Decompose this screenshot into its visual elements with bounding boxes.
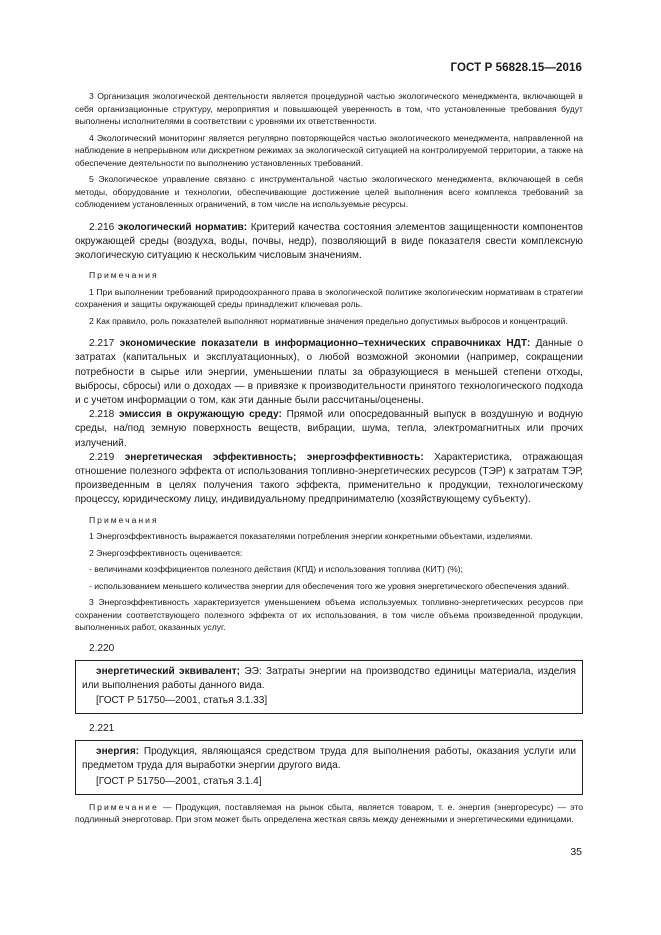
note-list-item: - использованием меньшего количества энергии для обеспечения того же уровня энергетического обеспечения зданий. [89,580,570,591]
term-entry-2-218 [75,408,583,451]
note-paragraph: 2 Энергоэффективность оценивается: [89,547,243,558]
note-paragraph: 5 Экологическое управление связано с инструментальной частью экологического менеджмента, включающей в себя методы, оборудование и технологии, обеспечивающие достижение целей выполнения всего комплекса требований за соблюдением установленных ограничений, в том числе на используемые ресурсы. [75,174,583,209]
note-paragraph: 1 Энергоэффективность выражается показателями потребления энергии конкретными объектами, изделиями. [89,531,533,542]
term-number-2-221: 2.221 [89,723,115,735]
term-definition: ЭЭ: Затраты энергии на производство единицы материала, изделия или выполнения работы данного вида. [82,665,576,691]
term-definition: Критерий качества состояния элементов защищенности компонентов окружающей среды (воздуха, воды, почвы, недр), позволяющий в виде показателя свести комплексную экологическую ситуацию к нескольким числовым значениям. [75,221,583,261]
term-definition: Данные о затратах (капитальных и эксплуатационных), о любой возможной экономии (например, сокращении потребности в сырье или энергии, уменьшении платы за образующиеся в меньшей степени отходы, выбросы, сбросы) или о доходах — в привязке к производительности принятого технологического подхода и с учетом информации о том, как эти данные были рассчитаны/оценены. [75,338,584,406]
note-paragraph: 2 Как правило, роль показателей выполняют нормативные значения предельно допустимых выбросов и концентраций. [89,315,568,326]
note-paragraph: 3 Организация экологической деятельности является процедурной частью экологического менеджмента, включающей в себя организационные структуру, мероприятия и повышающей уверенность в том, что установленные требования будут выполнены исполнителями в соответствии с уровнями их ответственности. [75,91,583,126]
inline-note [75,801,583,826]
note-label: Примечание [89,801,159,812]
note-paragraph: 3 Энергоэффективность характеризуется уменьшением объема используемых топливно-энергетических ресурсов при сохранении соответствующего полезного эффекта от их использования, в том числе объема произведенной продукции, выполненных работ, оказанных услуг. [75,597,583,633]
page-number: 35 [570,846,582,858]
quoted-term-box-2-221 [75,740,583,795]
notes-heading: Примечания [89,514,159,525]
term-name: экологический норматив: [117,221,248,233]
document-id: ГОСТ Р 56828.15—2016 [450,62,582,74]
source-reference: [ГОСТ Р 51750—2001, статья 3.1.4] [96,775,262,787]
term-number-2-220: 2.220 [89,642,115,654]
term-number: 2.218 [89,409,115,421]
quoted-term [82,745,576,773]
page-content [75,90,583,826]
term-name: энергетическая эффективность; энергоэффективность: [124,451,424,463]
term-entry-2-219 [75,451,583,508]
note-text: — Продукция, поставляемая на рынок сбыта, является товаром, т. е. энергия (энергоресурс) — это подлинный энерготовар. При этом может быть определена жесткая связь между денежными и энергетическими единицами. [75,801,583,825]
term-entry-2-217 [75,337,583,408]
term-definition: Прямой или опосредованный выпуск в воздушную и водную среды, на/под земную поверхность веществ, вибрации, шума, тепла, электромагнитных или прочих излучений. [75,409,583,449]
term-name: энергетический эквивалент; [96,665,241,677]
term-name: энергия: [96,746,140,758]
source-reference: [ГОСТ Р 51750—2001, статья 3.1.33] [96,694,268,706]
note-paragraph: 1 При выполнении требований природоохранного права в экологической политике экологическим нормативам в стратегии сохранения и защиты окружающей среды принадлежит ключевая роль. [75,286,583,310]
notes-heading: Примечания [89,270,159,281]
quoted-term-box-2-220 [75,660,583,715]
quoted-term [82,665,576,693]
term-definition: Продукция, являющаяся средством труда для выполнения работы, оказания услуги или предметом труда для выработки энергии другого вида. [82,746,576,772]
term-name: экономические показатели в информационно–технических справочниках НДТ: [119,338,531,350]
term-definition: Характеристика, отражающая отношение полезного эффекта от использования топливно-энергетических ресурсов (ТЭР) к затратам ТЭР, произведенным в целях получения такого эффекта, применительно к продукции, технологическому процессу, юридическому лицу, индивидуальному предпринимателю (хозяйствующему субъекту). [75,451,583,506]
note-paragraph: 4 Экологический мониторинг является регулярно повторяющейся частью экологического менеджмента, направленной на наблюдение в непрерывном или дискретном режимах за экологической ситуацией на контролируемой территории, а также на обеспечение деятельности по выполнению установленных требований. [75,132,583,168]
term-number: 2.219 [89,451,115,463]
note-list-item: - величинами коэффициентов полезного действия (КПД) и использования топлива (КИТ) (%); [89,564,463,575]
term-name: эмиссия в окружающую среду: [119,409,282,421]
term-entry-2-216 [75,221,583,264]
term-number: 2.217 [89,338,115,350]
term-number: 2.216 [89,221,115,233]
